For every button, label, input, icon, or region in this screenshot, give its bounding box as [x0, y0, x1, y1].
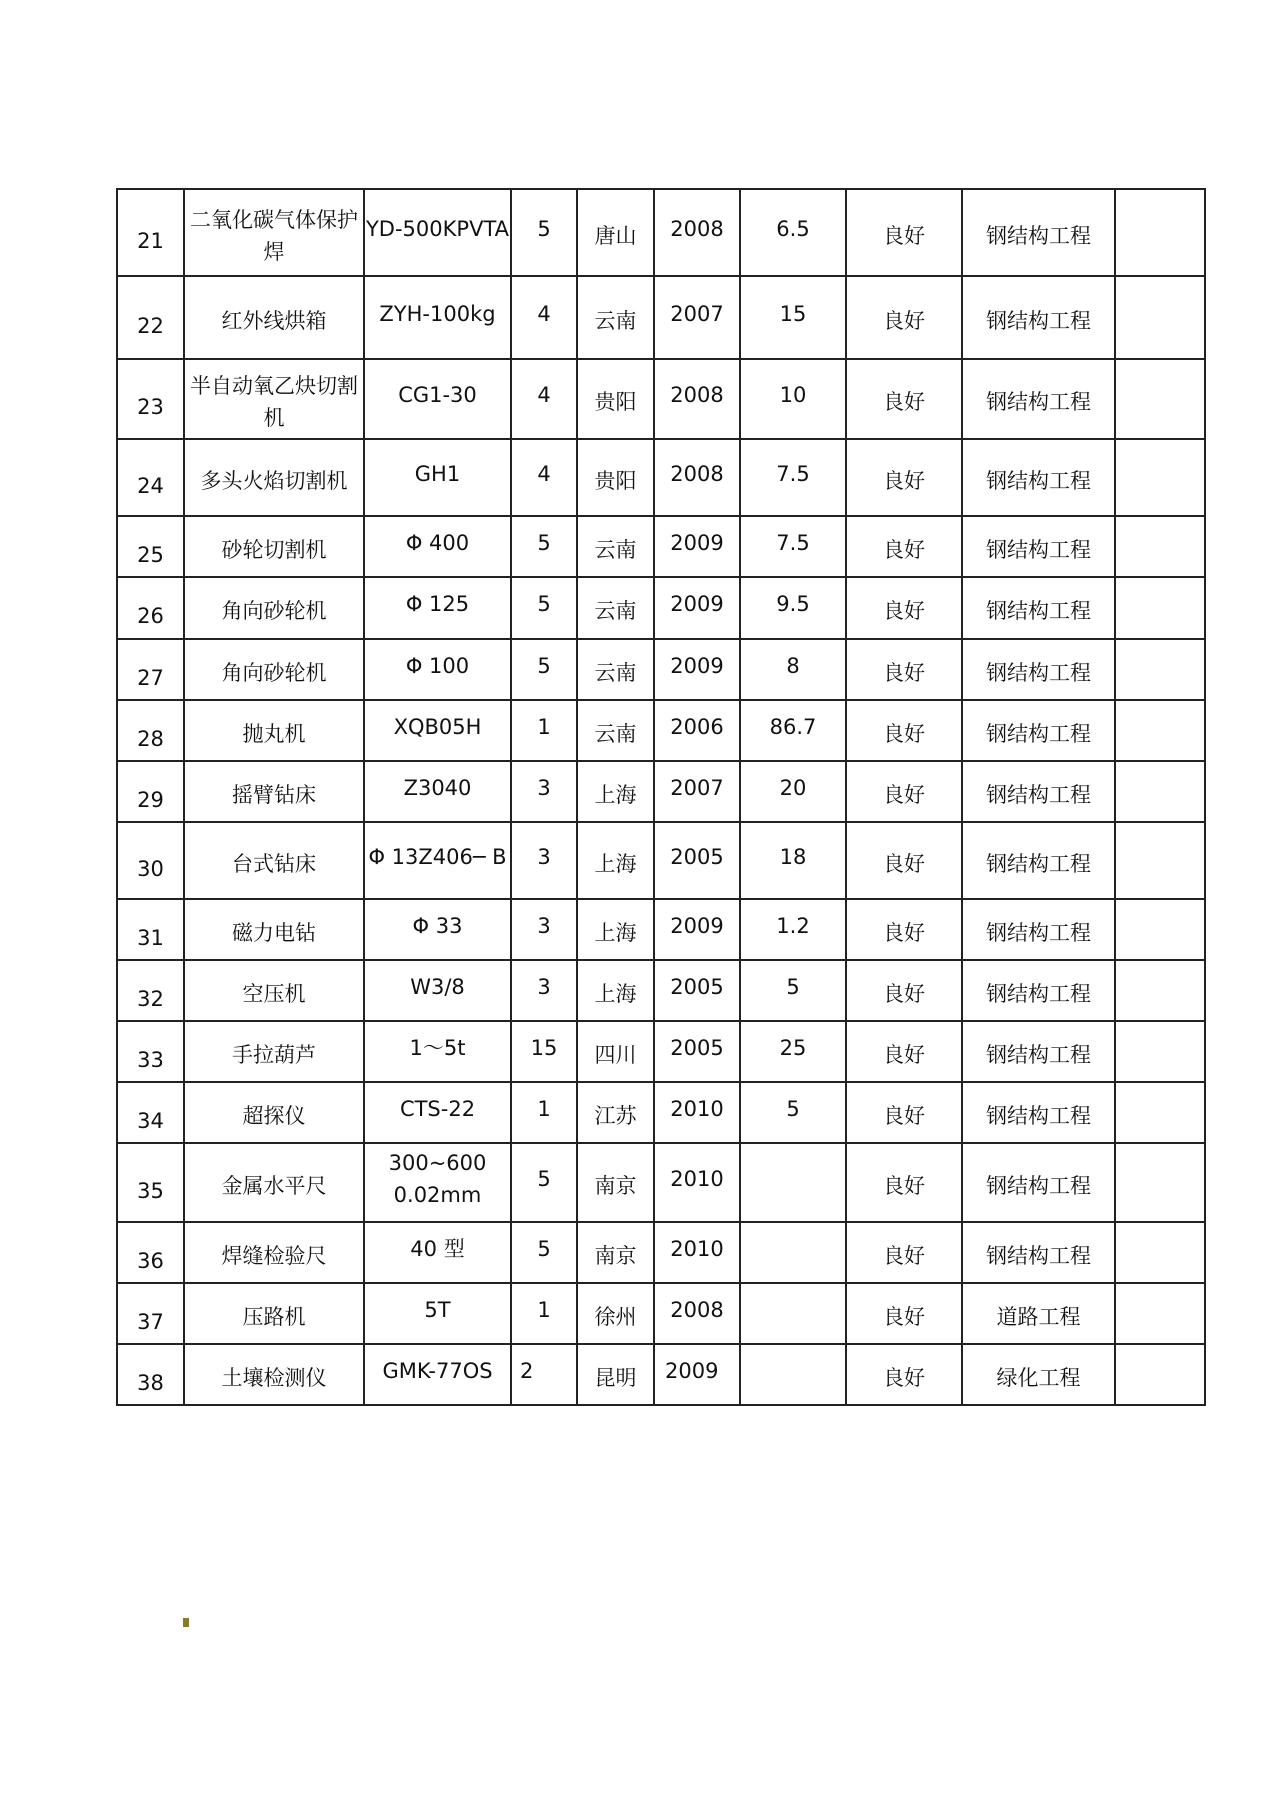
cell-usage: 绿化工程 [962, 1344, 1115, 1405]
cell-year: 2007 [654, 761, 740, 822]
cell-model: W3/8 [364, 960, 511, 1021]
cell-origin: 云南 [577, 516, 654, 577]
cell-usage: 钢结构工程 [962, 1222, 1115, 1283]
cell-qty: 3 [511, 822, 577, 899]
cell-origin: 云南 [577, 700, 654, 761]
cell-model: GH1 [364, 439, 511, 516]
cell-usage: 钢结构工程 [962, 960, 1115, 1021]
cell-name: 空压机 [184, 960, 364, 1021]
cell-power: 1.2 [740, 899, 846, 960]
table-row [117, 1082, 1205, 1143]
table-row [117, 1143, 1205, 1222]
cell-name: 金属水平尺 [184, 1143, 364, 1222]
table-row [117, 822, 1205, 899]
cell-power: 5 [740, 1082, 846, 1143]
table-row [117, 960, 1205, 1021]
cell-num: 33 [117, 1021, 184, 1082]
cell-model: GMK-77OS [364, 1344, 511, 1405]
cell-num: 31 [117, 899, 184, 960]
cell-year: 2009 [654, 639, 740, 700]
cell-power: 7.5 [740, 439, 846, 516]
cell-name: 土壤检测仪 [184, 1344, 364, 1405]
cell-power: 18 [740, 822, 846, 899]
cell-year: 2009 [654, 899, 740, 960]
cell-status: 良好 [846, 577, 962, 639]
cell-remark [1115, 1143, 1205, 1222]
table-row [117, 516, 1205, 577]
cell-num: 29 [117, 761, 184, 822]
cell-num: 21 [117, 189, 184, 276]
cell-origin: 四川 [577, 1021, 654, 1082]
cell-power: 9.5 [740, 577, 846, 639]
cell-qty: 15 [511, 1021, 577, 1082]
cell-remark [1115, 359, 1205, 439]
cell-qty: 5 [511, 516, 577, 577]
cell-model: Φ 125 [364, 577, 511, 639]
cell-origin: 上海 [577, 761, 654, 822]
cell-qty: 5 [511, 639, 577, 700]
cell-name: 半自动氧乙炔切割机 [184, 359, 364, 439]
cell-name: 焊缝检验尺 [184, 1222, 364, 1283]
cell-status: 良好 [846, 700, 962, 761]
cell-origin: 上海 [577, 960, 654, 1021]
cell-year: 2010 [654, 1222, 740, 1283]
cell-status: 良好 [846, 516, 962, 577]
cell-origin: 唐山 [577, 189, 654, 276]
cell-usage: 钢结构工程 [962, 516, 1115, 577]
cell-qty: 5 [511, 1222, 577, 1283]
cell-model: 40 型 [364, 1222, 511, 1283]
cell-power [740, 1283, 846, 1344]
cell-usage: 钢结构工程 [962, 577, 1115, 639]
table-row [117, 276, 1205, 359]
table-row [117, 189, 1205, 276]
table-row [117, 359, 1205, 439]
cell-year: 2008 [654, 189, 740, 276]
cell-usage: 钢结构工程 [962, 359, 1115, 439]
cell-year: 2010 [654, 1143, 740, 1222]
cell-usage: 钢结构工程 [962, 1021, 1115, 1082]
cell-qty: 5 [511, 189, 577, 276]
cell-remark [1115, 1021, 1205, 1082]
cell-power: 20 [740, 761, 846, 822]
cell-usage: 钢结构工程 [962, 1082, 1115, 1143]
page-mark [183, 1618, 189, 1627]
cell-status: 良好 [846, 1143, 962, 1222]
equipment-table [116, 188, 1206, 1406]
cell-qty: 2 [511, 1344, 577, 1405]
table-row [117, 700, 1205, 761]
cell-status: 良好 [846, 1344, 962, 1405]
table-row [117, 1021, 1205, 1082]
cell-name: 抛丸机 [184, 700, 364, 761]
cell-name: 红外线烘箱 [184, 276, 364, 359]
cell-model: Φ 100 [364, 639, 511, 700]
cell-qty: 5 [511, 1143, 577, 1222]
table-row [117, 761, 1205, 822]
cell-status: 良好 [846, 960, 962, 1021]
cell-year: 2009 [654, 1344, 740, 1405]
cell-num: 36 [117, 1222, 184, 1283]
cell-usage: 钢结构工程 [962, 899, 1115, 960]
cell-remark [1115, 439, 1205, 516]
cell-power [740, 1222, 846, 1283]
cell-status: 良好 [846, 822, 962, 899]
table-row [117, 639, 1205, 700]
cell-model: 1～5t [364, 1021, 511, 1082]
cell-qty: 5 [511, 577, 577, 639]
cell-model: Φ 13Z406─ B [364, 822, 511, 899]
cell-power: 6.5 [740, 189, 846, 276]
cell-name: 多头火焰切割机 [184, 439, 364, 516]
cell-origin: 南京 [577, 1143, 654, 1222]
cell-origin: 云南 [577, 577, 654, 639]
cell-power: 8 [740, 639, 846, 700]
cell-name: 角向砂轮机 [184, 577, 364, 639]
cell-remark [1115, 899, 1205, 960]
table-row [117, 1222, 1205, 1283]
cell-num: 27 [117, 639, 184, 700]
cell-status: 良好 [846, 189, 962, 276]
cell-model: 300~600 0.02mm [364, 1143, 511, 1222]
cell-status: 良好 [846, 899, 962, 960]
cell-qty: 4 [511, 439, 577, 516]
cell-name: 超探仪 [184, 1082, 364, 1143]
cell-model: CTS-22 [364, 1082, 511, 1143]
cell-name: 手拉葫芦 [184, 1021, 364, 1082]
cell-remark [1115, 1344, 1205, 1405]
cell-year: 2007 [654, 276, 740, 359]
cell-year: 2008 [654, 439, 740, 516]
cell-status: 良好 [846, 761, 962, 822]
cell-origin: 云南 [577, 639, 654, 700]
cell-power: 25 [740, 1021, 846, 1082]
cell-origin: 贵阳 [577, 359, 654, 439]
cell-num: 30 [117, 822, 184, 899]
cell-year: 2005 [654, 960, 740, 1021]
cell-power: 15 [740, 276, 846, 359]
cell-remark [1115, 822, 1205, 899]
cell-power: 7.5 [740, 516, 846, 577]
cell-usage: 钢结构工程 [962, 1143, 1115, 1222]
cell-usage: 钢结构工程 [962, 639, 1115, 700]
cell-origin: 贵阳 [577, 439, 654, 516]
table-row [117, 899, 1205, 960]
cell-origin: 昆明 [577, 1344, 654, 1405]
cell-origin: 南京 [577, 1222, 654, 1283]
cell-power: 86.7 [740, 700, 846, 761]
cell-origin: 云南 [577, 276, 654, 359]
cell-num: 34 [117, 1082, 184, 1143]
cell-qty: 3 [511, 899, 577, 960]
cell-qty: 3 [511, 761, 577, 822]
cell-name: 压路机 [184, 1283, 364, 1344]
cell-year: 2006 [654, 700, 740, 761]
cell-status: 良好 [846, 439, 962, 516]
cell-status: 良好 [846, 1082, 962, 1143]
cell-name: 角向砂轮机 [184, 639, 364, 700]
cell-year: 2009 [654, 577, 740, 639]
cell-remark [1115, 276, 1205, 359]
cell-origin: 上海 [577, 822, 654, 899]
cell-num: 28 [117, 700, 184, 761]
cell-remark [1115, 639, 1205, 700]
cell-num: 38 [117, 1344, 184, 1405]
cell-year: 2009 [654, 516, 740, 577]
cell-name: 台式钻床 [184, 822, 364, 899]
cell-name: 磁力电钻 [184, 899, 364, 960]
cell-status: 良好 [846, 359, 962, 439]
cell-name: 二氧化碳气体保护焊 [184, 189, 364, 276]
table-row [117, 577, 1205, 639]
cell-model: Φ 400 [364, 516, 511, 577]
cell-model: YD-500KPVTA [364, 189, 511, 276]
cell-num: 23 [117, 359, 184, 439]
cell-year: 2010 [654, 1082, 740, 1143]
cell-remark [1115, 577, 1205, 639]
cell-num: 24 [117, 439, 184, 516]
cell-num: 26 [117, 577, 184, 639]
cell-num: 22 [117, 276, 184, 359]
cell-usage: 钢结构工程 [962, 761, 1115, 822]
cell-power: 10 [740, 359, 846, 439]
cell-year: 2005 [654, 1021, 740, 1082]
cell-model: Φ 33 [364, 899, 511, 960]
cell-origin: 徐州 [577, 1283, 654, 1344]
cell-qty: 1 [511, 700, 577, 761]
cell-remark [1115, 761, 1205, 822]
cell-usage: 钢结构工程 [962, 276, 1115, 359]
cell-usage: 钢结构工程 [962, 439, 1115, 516]
cell-remark [1115, 960, 1205, 1021]
cell-qty: 1 [511, 1082, 577, 1143]
cell-status: 良好 [846, 276, 962, 359]
cell-origin: 上海 [577, 899, 654, 960]
cell-status: 良好 [846, 1021, 962, 1082]
cell-remark [1115, 700, 1205, 761]
cell-status: 良好 [846, 1283, 962, 1344]
cell-num: 32 [117, 960, 184, 1021]
cell-remark [1115, 1082, 1205, 1143]
cell-power: 5 [740, 960, 846, 1021]
cell-remark [1115, 516, 1205, 577]
cell-model: 5T [364, 1283, 511, 1344]
cell-power [740, 1143, 846, 1222]
cell-qty: 3 [511, 960, 577, 1021]
cell-status: 良好 [846, 639, 962, 700]
cell-name: 砂轮切割机 [184, 516, 364, 577]
cell-name: 摇臂钻床 [184, 761, 364, 822]
table-body [117, 189, 1205, 1405]
cell-remark [1115, 1222, 1205, 1283]
cell-num: 37 [117, 1283, 184, 1344]
cell-usage: 钢结构工程 [962, 700, 1115, 761]
cell-usage: 钢结构工程 [962, 822, 1115, 899]
cell-model: CG1-30 [364, 359, 511, 439]
cell-year: 2008 [654, 1283, 740, 1344]
cell-model: ZYH-100kg [364, 276, 511, 359]
cell-qty: 4 [511, 276, 577, 359]
cell-model: XQB05H [364, 700, 511, 761]
cell-num: 35 [117, 1143, 184, 1222]
cell-usage: 道路工程 [962, 1283, 1115, 1344]
cell-qty: 1 [511, 1283, 577, 1344]
cell-qty: 4 [511, 359, 577, 439]
cell-year: 2005 [654, 822, 740, 899]
cell-usage: 钢结构工程 [962, 189, 1115, 276]
cell-status: 良好 [846, 1222, 962, 1283]
cell-remark [1115, 1283, 1205, 1344]
cell-model: Z3040 [364, 761, 511, 822]
table-row [117, 1344, 1205, 1405]
cell-num: 25 [117, 516, 184, 577]
cell-year: 2008 [654, 359, 740, 439]
table-row [117, 439, 1205, 516]
table-row [117, 1283, 1205, 1344]
cell-remark [1115, 189, 1205, 276]
cell-origin: 江苏 [577, 1082, 654, 1143]
cell-power [740, 1344, 846, 1405]
